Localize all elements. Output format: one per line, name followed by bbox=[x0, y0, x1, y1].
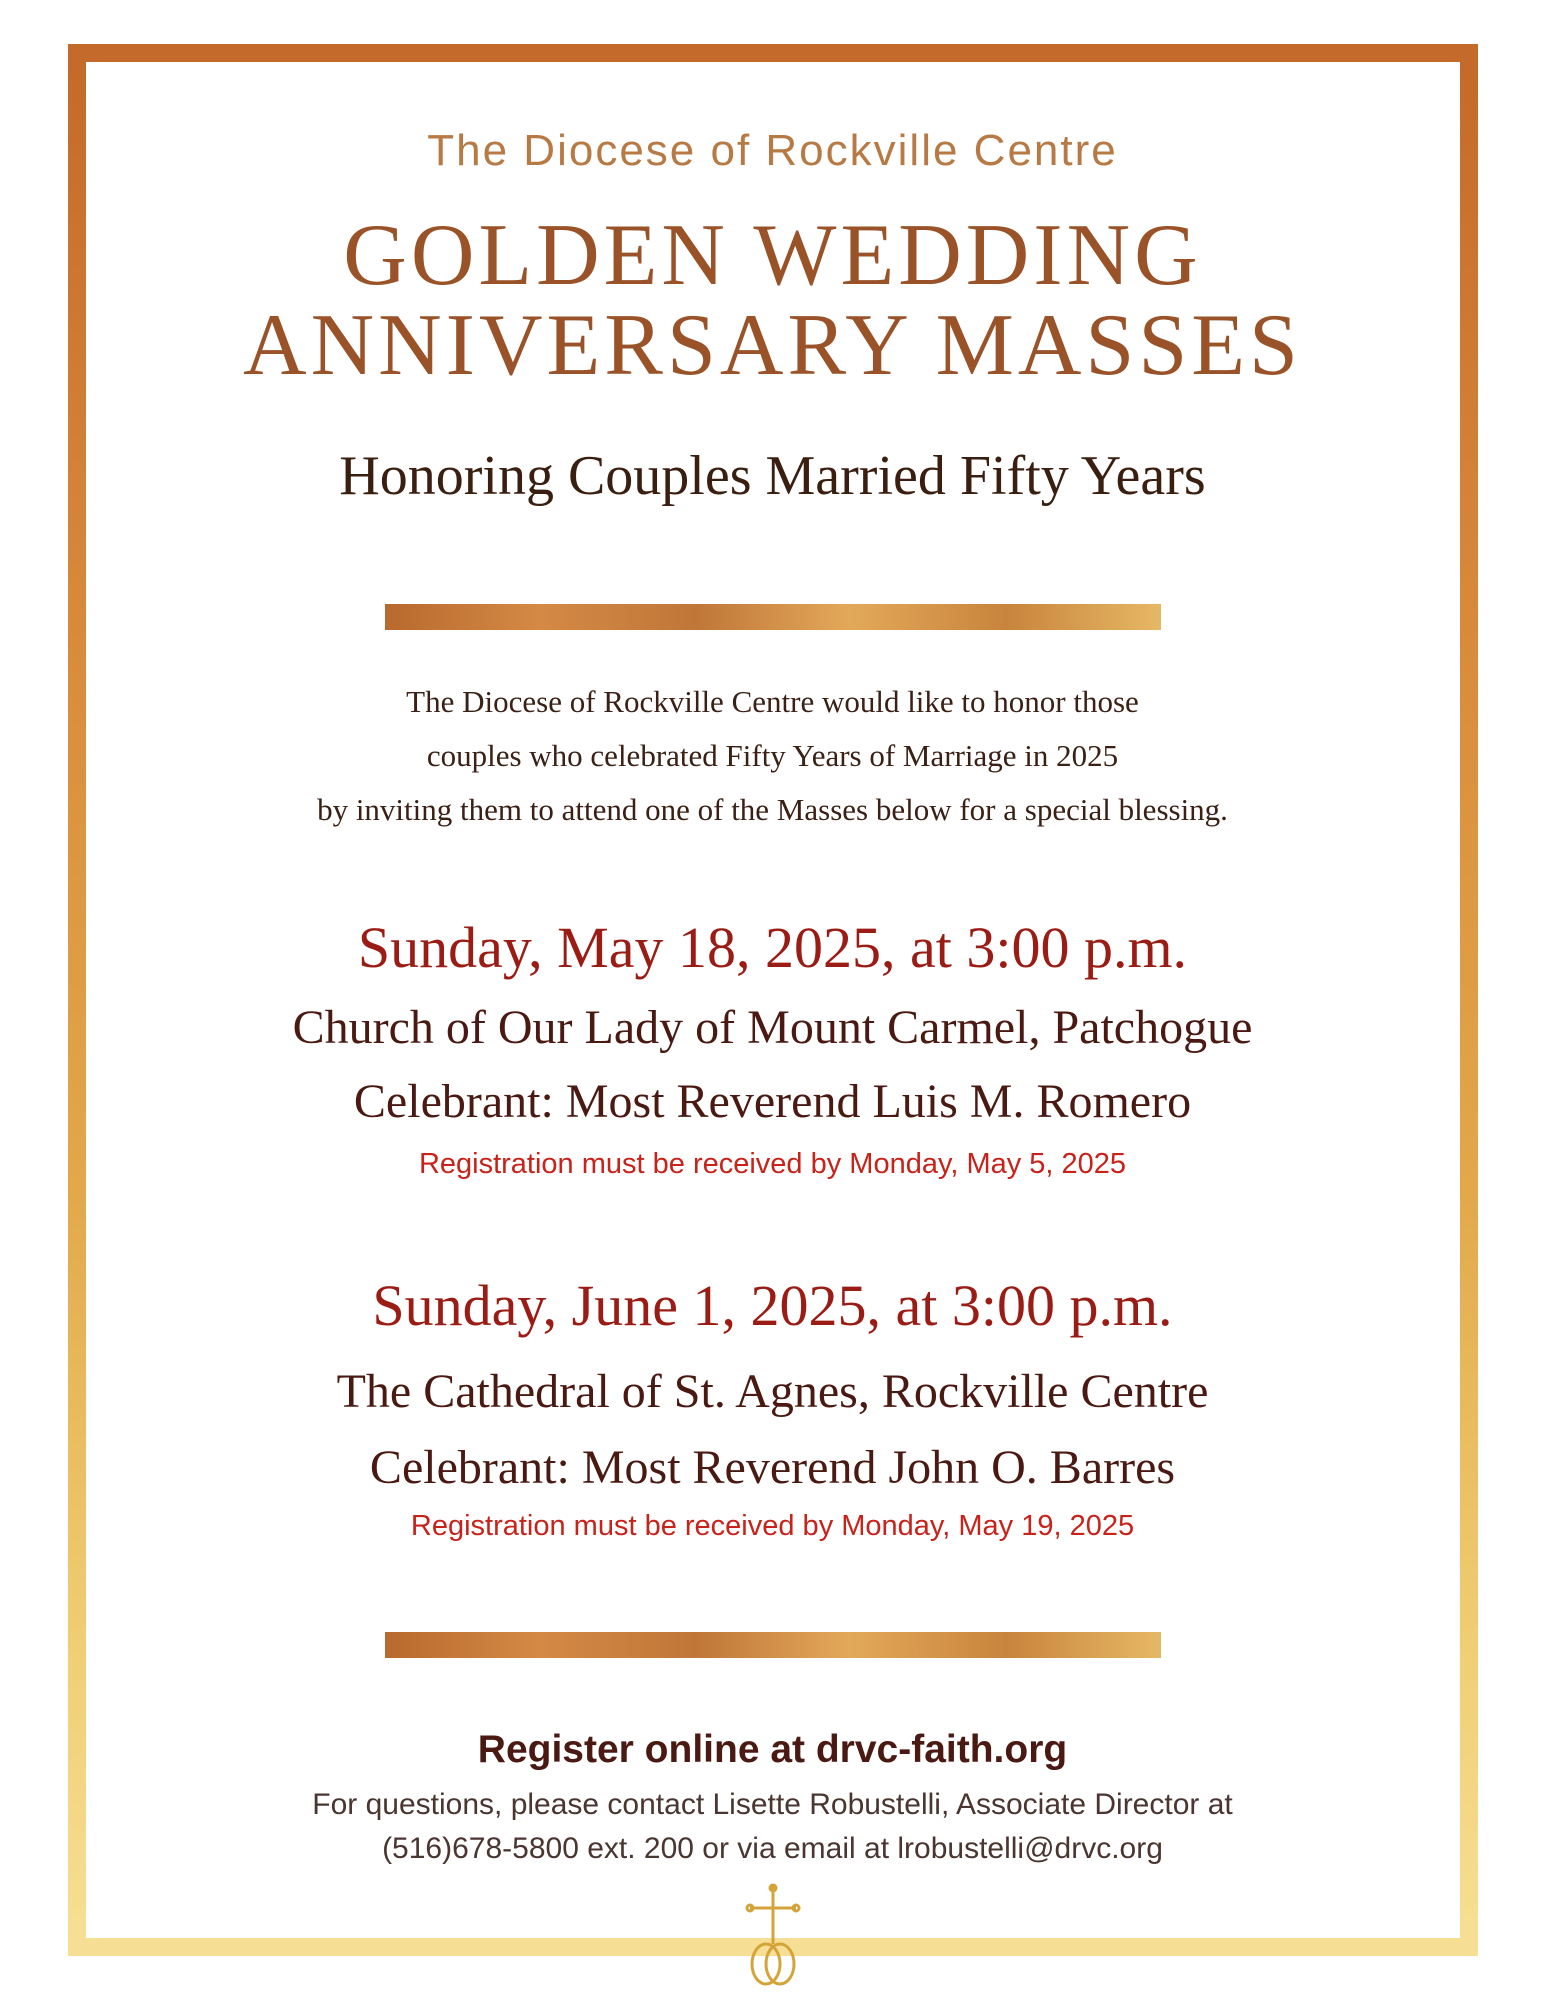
gold-divider-top bbox=[385, 604, 1161, 630]
mass-2-date: Sunday, June 1, 2025, at 3:00 p.m. bbox=[372, 1273, 1173, 1338]
mass-2-deadline: Registration must be received by Monday, May 19, 2025 bbox=[410, 1510, 1135, 1542]
cross-rings-icon bbox=[736, 1882, 810, 1994]
gold-divider-bottom bbox=[385, 1632, 1161, 1658]
title-line-2: ANNIVERSARY MASSES bbox=[243, 297, 1302, 394]
title-line-1: GOLDEN WEDDING bbox=[343, 207, 1202, 304]
contact-line-1: For questions, please contact Lisette Robustelli, Associate Director at bbox=[312, 1788, 1233, 1821]
mass-1-celebrant: Celebrant: Most Reverend Luis M. Romero bbox=[353, 1075, 1192, 1128]
mass-1-date: Sunday, May 18, 2025, at 3:00 p.m. bbox=[357, 915, 1188, 980]
mass-2-celebrant: Celebrant: Most Reverend John O. Barres bbox=[369, 1441, 1176, 1494]
diocese-name: The Diocese of Rockville Centre bbox=[427, 126, 1118, 175]
intro-line-3: by inviting them to attend one of the Masses below for a special blessing. bbox=[317, 792, 1228, 827]
register-online-link[interactable]: Register online at drvc-faith.org bbox=[477, 1728, 1068, 1771]
subtitle: Honoring Couples Married Fifty Years bbox=[339, 445, 1206, 507]
mass-1-deadline: Registration must be received by Monday, May 5, 2025 bbox=[418, 1148, 1127, 1180]
intro-line-1: The Diocese of Rockville Centre would like to honor those bbox=[406, 684, 1139, 719]
mass-1-church: Church of Our Lady of Mount Carmel, Patchogue bbox=[292, 1001, 1253, 1054]
mass-2-church: The Cathedral of St. Agnes, Rockville Centre bbox=[336, 1365, 1209, 1418]
intro-line-2: couples who celebrated Fifty Years of Marriage in 2025 bbox=[426, 738, 1119, 773]
contact-line-2: (516)678-5800 ext. 200 or via email at lrobustelli@drvc.org bbox=[382, 1832, 1163, 1865]
